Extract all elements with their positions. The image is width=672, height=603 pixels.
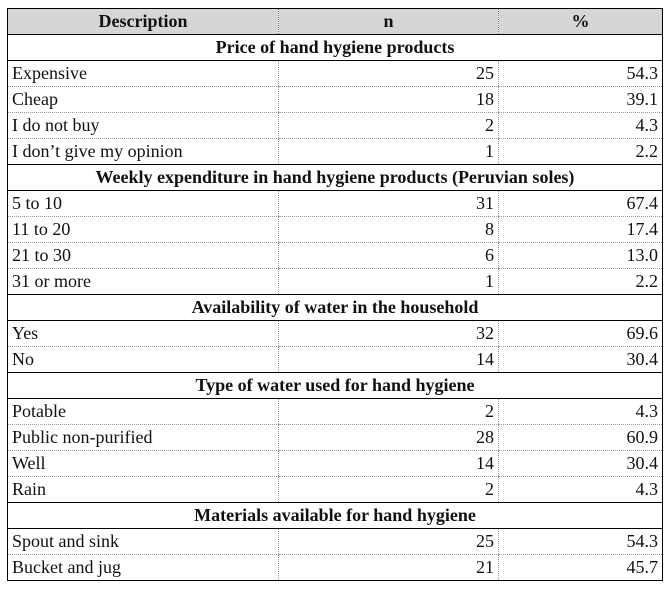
section-header-row: [8, 373, 663, 399]
section-title: Materials available for hand hygiene: [8, 503, 663, 529]
table-row: [8, 61, 663, 87]
table-row: [8, 529, 663, 555]
table-row: [8, 139, 663, 165]
row-percent: 17.4: [499, 217, 663, 243]
table-header-row: [8, 9, 663, 35]
table-row: [8, 477, 663, 503]
row-label: No: [8, 347, 279, 373]
row-count: 32: [279, 321, 499, 347]
header-percent: %: [499, 9, 663, 35]
row-percent: 4.3: [499, 477, 663, 503]
row-label: 11 to 20: [8, 217, 279, 243]
row-label: 21 to 30: [8, 243, 279, 269]
table-body: [8, 35, 663, 581]
row-label: I don’t give my opinion: [8, 139, 279, 165]
table-row: [8, 243, 663, 269]
section-header-row: [8, 295, 663, 321]
header-n: n: [279, 9, 499, 35]
row-count: 1: [279, 139, 499, 165]
row-percent: 13.0: [499, 243, 663, 269]
row-count: 8: [279, 217, 499, 243]
row-percent: 2.2: [499, 269, 663, 295]
row-count: 25: [279, 61, 499, 87]
row-percent: 60.9: [499, 425, 663, 451]
row-label: Cheap: [8, 87, 279, 113]
row-label: 5 to 10: [8, 191, 279, 217]
table-row: [8, 555, 663, 581]
section-header-row: [8, 165, 663, 191]
table-row: [8, 113, 663, 139]
row-count: 2: [279, 477, 499, 503]
row-percent: 39.1: [499, 87, 663, 113]
section-header-row: [8, 35, 663, 61]
row-label: Spout and sink: [8, 529, 279, 555]
table-row: [8, 191, 663, 217]
row-count: 14: [279, 451, 499, 477]
row-percent: 30.4: [499, 451, 663, 477]
table-row: [8, 269, 663, 295]
row-percent: 4.3: [499, 113, 663, 139]
table-row: [8, 321, 663, 347]
row-count: 2: [279, 113, 499, 139]
row-count: 18: [279, 87, 499, 113]
row-count: 21: [279, 555, 499, 581]
row-label: Bucket and jug: [8, 555, 279, 581]
row-label: 31 or more: [8, 269, 279, 295]
section-title: Type of water used for hand hygiene: [8, 373, 663, 399]
row-label: Yes: [8, 321, 279, 347]
table-row: [8, 347, 663, 373]
header-description: Description: [8, 9, 279, 35]
row-count: 6: [279, 243, 499, 269]
row-percent: 67.4: [499, 191, 663, 217]
row-label: Rain: [8, 477, 279, 503]
row-label: Potable: [8, 399, 279, 425]
row-percent: 54.3: [499, 61, 663, 87]
section-title: Price of hand hygiene products: [8, 35, 663, 61]
row-label: I do not buy: [8, 113, 279, 139]
section-title: Weekly expenditure in hand hygiene products (Peruvian soles): [8, 165, 663, 191]
row-percent: 45.7: [499, 555, 663, 581]
row-label: Public non-purified: [8, 425, 279, 451]
data-table: [7, 8, 663, 581]
row-count: 28: [279, 425, 499, 451]
table-row: [8, 425, 663, 451]
table-row: [8, 87, 663, 113]
row-count: 25: [279, 529, 499, 555]
row-percent: 2.2: [499, 139, 663, 165]
row-count: 31: [279, 191, 499, 217]
section-header-row: [8, 503, 663, 529]
table-row: [8, 399, 663, 425]
row-label: Expensive: [8, 61, 279, 87]
row-percent: 4.3: [499, 399, 663, 425]
section-title: Availability of water in the household: [8, 295, 663, 321]
table-row: [8, 451, 663, 477]
row-percent: 69.6: [499, 321, 663, 347]
row-count: 14: [279, 347, 499, 373]
row-percent: 30.4: [499, 347, 663, 373]
row-percent: 54.3: [499, 529, 663, 555]
table-row: [8, 217, 663, 243]
row-count: 1: [279, 269, 499, 295]
row-label: Well: [8, 451, 279, 477]
row-count: 2: [279, 399, 499, 425]
